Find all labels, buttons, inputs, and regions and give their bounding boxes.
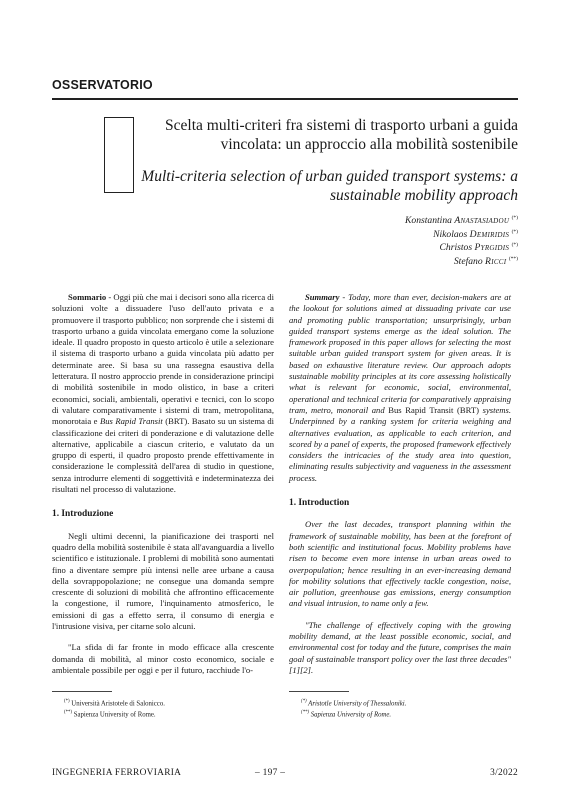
title-english: Multi-criteria selection of urban guided transport systems: a sustainable mobility approach <box>141 168 518 204</box>
footer-page-number: – 197 – <box>255 768 286 778</box>
footnote: (**) Sapienza University of Rome. <box>64 710 156 719</box>
intro-paragraph: "La sfida di far fronte in modo efficace alla crescente domanda di mobilità, al minor costo economico, sociale e ambientale possibile per oggi e per il futuro, racchiude l'o- <box>52 642 274 675</box>
intro-paragraph: Negli ultimi decenni, la pianificazione dei trasporti nel quadro della mobilità sostenibile è stata all'avanguardia a livello scientifico e istituzionale. I problemi di mobilità sono aumentati fino a diventare sempre più intensi nelle aree urbane a causa della sovrappopolazione; ne consegue una domanda sempre crescente di soluzioni di mobilità che affrontino efficacemente la congestione, il rumore, l'inquinamento atmosferico, le emissioni di gas a effetto serra, il consumo di energia e l'intrusione visiva, per citarne solo alcuni. <box>52 530 274 632</box>
intro-heading-italian: 1. Introduzione <box>52 509 114 520</box>
author-list <box>218 213 518 268</box>
footnote-rule <box>52 691 112 692</box>
author: Christos Pyrgidis (*) <box>439 242 518 254</box>
author: Stefano Ricci (**) <box>453 256 518 268</box>
title-italian: Scelta multi-criteri fra sistemi di trasporto urbani a guida vincolata: un approccio alla mobilità sostenibile <box>165 117 518 153</box>
section-label: OSSERVATORIO <box>52 78 153 92</box>
author: Konstantina Anastasiadou (*) <box>405 215 518 227</box>
intro-paragraph: "The challenge of effectively coping with the growing mobility demand, at the least possible economic, social, and environmental cost for today and the future, comprises the main goal of sustainable transport policy over the last three decades" [1][2]. <box>289 619 511 675</box>
footnotes-italian <box>64 697 165 720</box>
footnote: (*) Aristotle University of Thessaloniki. <box>301 699 407 708</box>
summary-italian: Sommario - Oggi più che mai i decisori sono alla ricerca di soluzioni volte a dissuadere l'uso dell'auto privata e a promuovere il trasporto pubblico; non sorprende che i sistemi di trasporto urbano a guida vincolata emergano come la soluzione ideale. Il quadro proposto in questo articolo è utile a selezionare il sistema di trasporto urbano a guida vincolata più adatto per determinate aree. Si basa su una rassegna esaustiva della letteratura. Il nostro approccio prende in considerazione principi di mobilità sostenibile in modo olistico, in base a criteri economici, sociali, ambientali, operativi e tecnici, con lo scopo di valutare comparativamente i sistemi di tram, metropolitana, monorotaia e Bus Rapid Transit (BRT). Basato su un sistema di classificazione dei criteri di ponderazione e di valutazione delle alternative, applicabile a ciascun criterio, e valutato da un gruppo di esperti, il quadro proposto prende effettivamente in considerazione le complessità dell'area di studio in questione, senza introdurre elementi di soggettività e indeterminatezza dei risultati nel processo di valutazione. <box>52 292 275 495</box>
footnote: (*) Università Aristotele di Salonicco. <box>64 699 165 708</box>
footer-journal: INGEGNERIA FERROVIARIA <box>52 768 182 778</box>
footnote-rule <box>289 691 349 692</box>
author: Nikolaos Demiridis (*) <box>433 228 518 240</box>
intro-paragraph: Over the last decades, transport planning within the framework of sustainable mobility, has been at the forefront of both scientific and institutional focus. Mobility problems have risen to become even more intense in urban areas owed to overpopulation; hence resulting in an ever-increasing demand for mobility solutions that effectively tackle congestion, noise, air pollution, greenhouse gas emissions, energy consumption and visual intrusion, to name only a few. <box>289 519 511 609</box>
intro-heading-english: 1. Introduction <box>289 498 350 509</box>
footnotes-english <box>301 697 406 720</box>
footnote: (**) Sapienza University of Rome. <box>301 710 392 719</box>
column-italian <box>52 292 274 676</box>
summary-english: Summary - Today, more than ever, decision-makers are at the lookout for solutions aimed at dissuading private car use and promoting public transportation; unsurprisingly, urban guided transport systems emerge as the ideal solution. The framework proposed in this paper allows for selecting the most suitable urban guided transport system for given areas. It is based on exhaustive literature review. Our approach adopts sustainable mobility principles at its core assessing holistically what is relevant for economic, social, environmental, operational and technical criteria for comparatively appraising tram, metro, monorail and Bus Rapid Transit (BRT) systems. Underpinned by a ranking system for criteria weighing and alternatives evaluation, as applicable to each criterion, and scored by a panel of experts, the proposed framework effectively considers the intricacies of the study area into question, eliminating results subjectivity and vagueness in the assessment process. <box>289 292 512 483</box>
header-rule <box>52 98 518 100</box>
column-english <box>289 292 511 676</box>
footer-issue: 3/2022 <box>490 768 518 778</box>
